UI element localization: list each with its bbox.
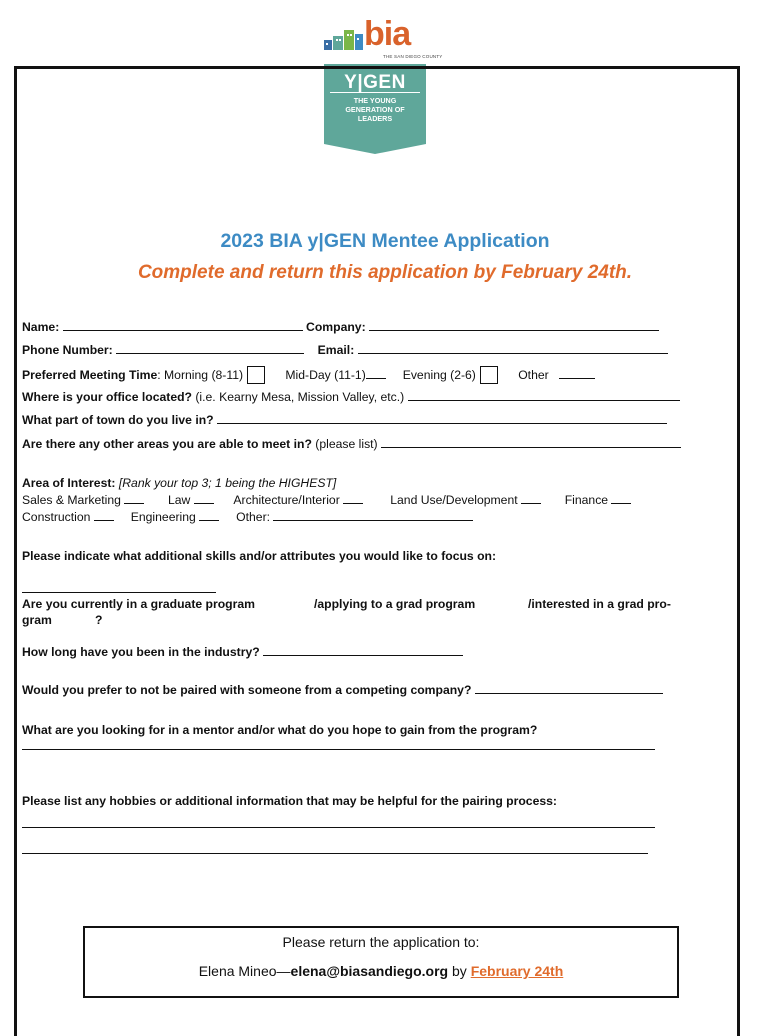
other-time-field[interactable]: [559, 368, 595, 379]
bia-brand-subtitle: THE SAN DIEGO COUNTY: [383, 54, 443, 59]
interest-architecture: Architecture/Interior: [233, 493, 340, 507]
town-field[interactable]: [217, 413, 667, 424]
town-label: What part of town do you live in?: [22, 413, 214, 427]
grad-q-part1: Are you currently in a graduate program: [22, 597, 255, 611]
grad-q-mark: ?: [95, 613, 103, 627]
company-label: Company:: [306, 320, 366, 334]
meeting-option-midday: Mid-Day (11-1): [285, 368, 366, 382]
bia-brand-text: bia: [364, 15, 411, 53]
interest-row-1: [22, 493, 631, 507]
return-contact: [83, 963, 679, 979]
other-areas-label: Are there any other areas you are able to meet in?: [22, 437, 312, 451]
grad-q-part2: /applying to a grad program: [314, 597, 476, 611]
interest-finance: Finance: [564, 493, 609, 507]
grad-question-line1: [22, 597, 255, 611]
industry-label: How long have you been in the industry?: [22, 645, 260, 659]
skills-field[interactable]: [22, 592, 216, 593]
meeting-option-evening: Evening (2-6): [402, 368, 476, 382]
hobbies-field-line1[interactable]: [22, 827, 655, 828]
competing-field[interactable]: [475, 683, 663, 694]
name-company-row: [22, 320, 659, 334]
competing-label: Would you prefer to not be paired with someone from a competing company?: [22, 683, 472, 697]
interest-land-use-field[interactable]: [521, 493, 541, 504]
interest-sales-field[interactable]: [124, 493, 144, 504]
contact-email[interactable]: elena@biasandiego.org: [290, 963, 449, 979]
office-hint: (i.e. Kearny Mesa, Mission Valley, etc.): [195, 390, 405, 404]
meeting-label: Preferred Meeting Time: [22, 368, 158, 382]
phone-email-row: [22, 343, 668, 357]
phone-field[interactable]: [116, 343, 304, 354]
meeting-time-row: Preferred Meeting Time: Morning (8-11) Mid-Day (11-1) Evening (2-6) Other: [22, 366, 595, 384]
interest-finance-field[interactable]: [611, 493, 631, 504]
page-subtitle: Complete and return this application by February 24th.: [137, 262, 633, 283]
skills-question: Please indicate what additional skills and/or attributes you would like to focus on:: [22, 549, 497, 563]
interest-construction: Construction: [22, 510, 91, 524]
meeting-option-morning: Morning (8-11): [164, 368, 244, 382]
page-title: 2023 BIA y|GEN Mentee Application: [220, 230, 550, 252]
interest-construction-field[interactable]: [94, 510, 114, 521]
return-label: Please return the application to:: [282, 934, 480, 950]
evening-checkbox[interactable]: [480, 366, 498, 384]
interest-engineering-field[interactable]: [199, 510, 219, 521]
interest-label: Area of Interest:: [22, 476, 116, 490]
other-areas-hint: (please list): [315, 437, 378, 451]
name-label: Name:: [22, 320, 60, 334]
interest-land-use: Land Use/Development: [390, 493, 518, 507]
name-field[interactable]: [63, 320, 303, 331]
other-areas-row: [22, 437, 681, 451]
interest-other: Other:: [236, 510, 271, 524]
company-field[interactable]: [369, 320, 659, 331]
ygen-subtitle: THE YOUNG GENERATION OF LEADERS: [345, 96, 405, 123]
interest-law: Law: [168, 493, 191, 507]
interest-engineering: Engineering: [130, 510, 196, 524]
industry-field[interactable]: [263, 645, 463, 656]
meeting-option-other: Other: [518, 368, 549, 382]
interest-heading-row: [22, 476, 336, 490]
interest-row-2: [22, 510, 473, 524]
morning-checkbox[interactable]: [247, 366, 265, 384]
office-row: [22, 390, 680, 404]
interest-sales: Sales & Marketing: [22, 493, 121, 507]
office-label: Where is your office located?: [22, 390, 192, 404]
interest-hint: [Rank your top 3; 1 being the HIGHEST]: [118, 476, 337, 490]
email-field[interactable]: [358, 343, 668, 354]
town-row: [22, 413, 667, 427]
contact-name: Elena Mineo—: [198, 963, 291, 979]
hobbies-field-line2[interactable]: [22, 853, 648, 854]
deadline-text: February 24th: [470, 963, 564, 979]
interest-other-field[interactable]: [273, 510, 473, 521]
hobbies-question: Please list any hobbies or additional information that may be helpful for the pairing process:: [22, 794, 557, 808]
industry-row: [22, 645, 463, 659]
interest-architecture-field[interactable]: [343, 493, 363, 504]
other-areas-field[interactable]: [381, 437, 681, 448]
grad-q-part3: /interested in a grad pro-: [528, 597, 671, 611]
email-label: Email:: [317, 343, 355, 357]
grad-q-part4: gram: [22, 613, 52, 627]
competing-row: [22, 683, 663, 697]
ygen-title: Y|GEN: [344, 72, 406, 93]
office-field[interactable]: [408, 390, 680, 401]
phone-label: Phone Number:: [22, 343, 113, 357]
mentor-question: What are you looking for in a mentor and/or what do you hope to gain from the program?: [22, 723, 538, 737]
midday-field[interactable]: [366, 368, 386, 379]
interest-law-field[interactable]: [194, 493, 214, 504]
contact-by: by: [448, 963, 471, 979]
mentor-field[interactable]: [22, 749, 655, 750]
